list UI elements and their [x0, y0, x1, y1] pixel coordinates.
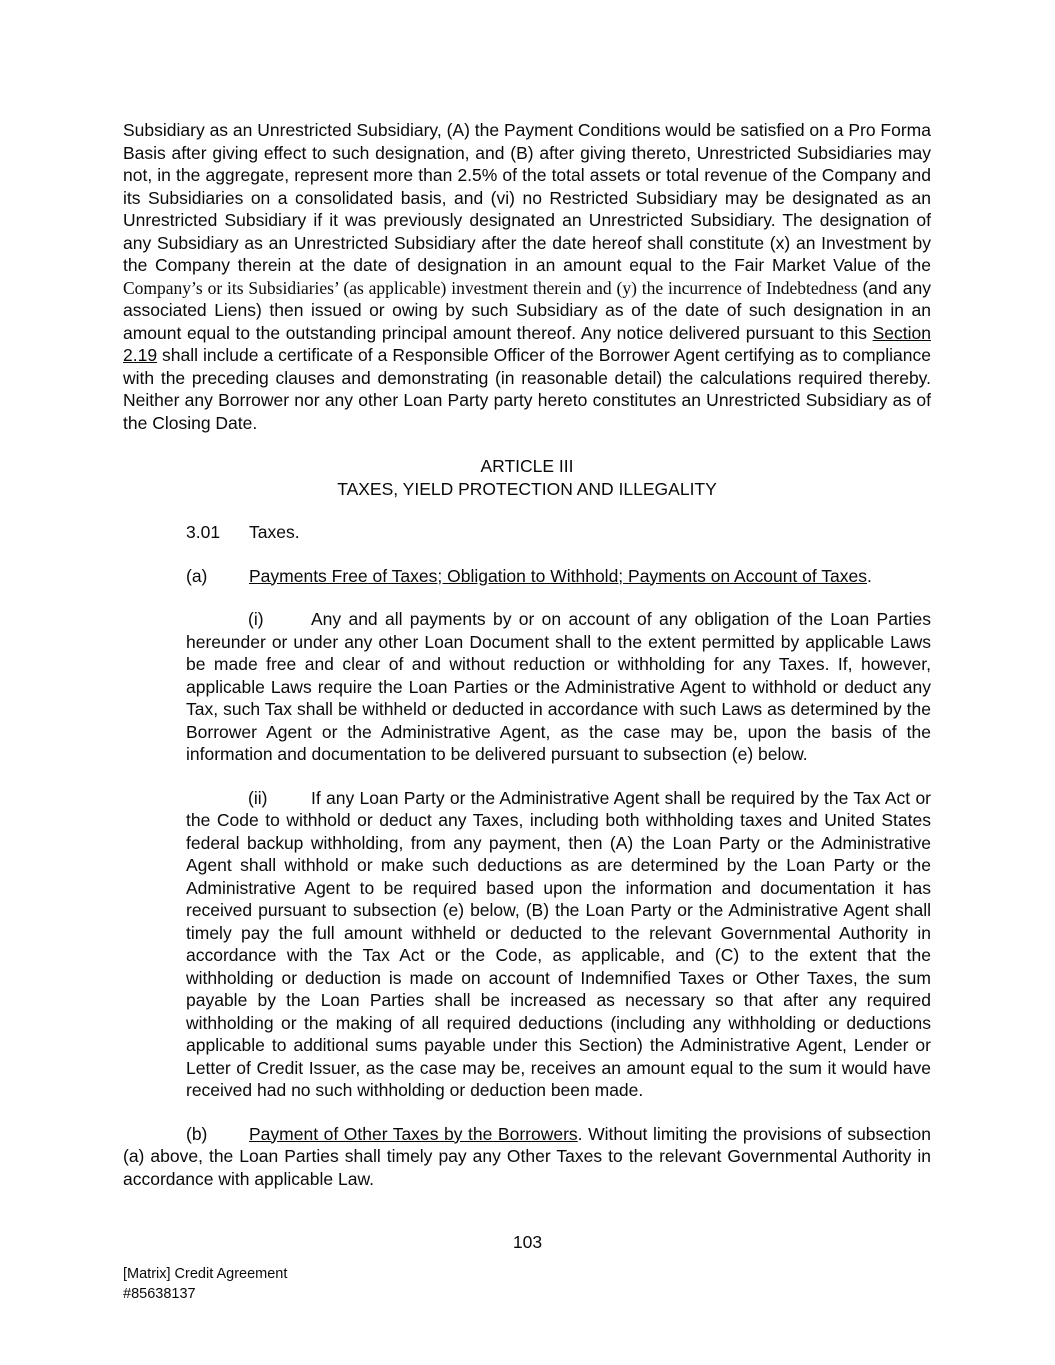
clause-ii — [186, 787, 931, 1102]
article-number: ARTICLE III — [480, 456, 574, 476]
body-text-run-serif: Company’s or its Subsidiaries’ (as applicable) investment therein and (y) the incurrence of Indebtedness — [123, 277, 863, 298]
subsection-a-heading: Payments Free of Taxes; Obligation to Withhold; Payments on Account of Taxes — [249, 565, 868, 586]
subsection-a — [123, 565, 931, 588]
footer-doc-id: #85638137 — [123, 1286, 196, 1302]
subsection-a-label: (a) — [186, 565, 208, 586]
page-number: 103 — [512, 1232, 543, 1252]
clause-ii-label: (ii) — [248, 787, 268, 808]
clause-ii-text: If any Loan Party or the Administrative Agent shall be required by the Tax Act or the Code to withhold or deduct any Taxes, including both withholding taxes and United States federal backup withholding, from any payment, then (A) the Loan Party or the Administrative Agent shall withhold or make such deductions as are determined by the Loan Party or the Administrative Agent to be required based upon the information and documentation it has received pursuant to subsection (e) below, (B) the Loan Party or the Administrative Agent shall timely pay the full amount withheld or deducted to the relevant Governmental Authority in accordance with the Tax Act or the Code, as applicable, and (C) to the extent that the withholding or deduction is made on account of Indemnified Taxes or Other Taxes, the sum payable by the Loan Parties shall be increased as necessary so that after any required withholding or the making of all required deductions (including any withholding or deductions applicable to additional sums payable under this Section) the Administrative Agent, Lender or Letter of Credit Issuer, as the case may be, receives an amount equal to the sum it would have received had no such withholding or deduction been made. — [186, 787, 931, 1100]
section-number: 3.01 — [186, 522, 221, 542]
subsection-b-label: (b) — [186, 1123, 208, 1144]
clause-i-label: (i) — [248, 609, 264, 629]
clause-i-text: Any and all payments by or on account of any obligation of the Loan Parties hereunder or under any other Loan Document shall to the extent permitted by applicable Laws be made free and clear of and without reduction or withholding for any Taxes. If, however, applicable Laws require the Loan Parties or the Administrative Agent to withhold or deduct any Tax, such Tax shall be withheld or deducted in accordance with such Laws as determined by the Borrower Agent or the Administrative Agent, as the case may be, upon the basis of the information and documentation to be delivered pursuant to subsection (e) below. — [186, 609, 931, 764]
section-title: Taxes. — [249, 522, 300, 542]
page-footer — [123, 1264, 287, 1304]
section-3-01 — [123, 521, 931, 544]
footer-doc-title: [Matrix] Credit Agreement — [123, 1266, 288, 1282]
subsection-b — [123, 1123, 931, 1191]
subsection-a-period: . — [867, 565, 872, 586]
body-text-run: shall include a certificate of a Responsible Officer of the Borrower Agent certifying as to compliance with the preceding clauses and demonstrating (in reasonable detail) the calculations required thereby. Neither any Borrower nor any other Loan Party party hereto constitutes an Unrestricted Subsidiary as of the Closing Date. — [123, 345, 931, 433]
article-title: TAXES, YIELD PROTECTION AND ILLEGALITY — [337, 478, 717, 499]
section-2-19-reference: Section 2.19 — [123, 322, 931, 365]
subsection-b-text: . Without limiting the provisions of subsection (a) above, the Loan Parties shall timely pay any Other Taxes to the relevant Governmental Authority in accordance with applicable Law. — [123, 1123, 931, 1189]
body-text-run: Subsidiary as an Unrestricted Subsidiary, (A) the Payment Conditions would be satisfied on a Pro Forma Basis after giving effect to such designation, and (B) after giving thereto, Unrestricted Subsidiaries may not, in the aggregate, represent more than 2.5% of the total assets or total revenue of the Company and its Subsidiaries on a consolidated basis, and (vi) no Restricted Subsidiary may be designated as an Unrestricted Subsidiary if it was previously designated an Unrestricted Subsidiary. The designation of any Subsidiary as an Unrestricted Subsidiary after the date hereof shall constitute (x) an Investment by the Company therein at the date of designation in an amount equal to the Fair Market Value of the — [123, 120, 931, 275]
paragraph-unrestricted-subsidiary — [123, 119, 931, 434]
body-text-run: (and any associated Liens) then issued or owing by such Subsidiary as of the date of such designation in an amount equal to the outstanding principal amount thereof. Any notice delivered pursuant to this — [123, 277, 932, 343]
article-heading — [123, 455, 931, 500]
page-body — [123, 119, 931, 1211]
subsection-b-heading: Payment of Other Taxes by the Borrowers — [249, 1123, 578, 1144]
clause-i — [186, 608, 931, 766]
